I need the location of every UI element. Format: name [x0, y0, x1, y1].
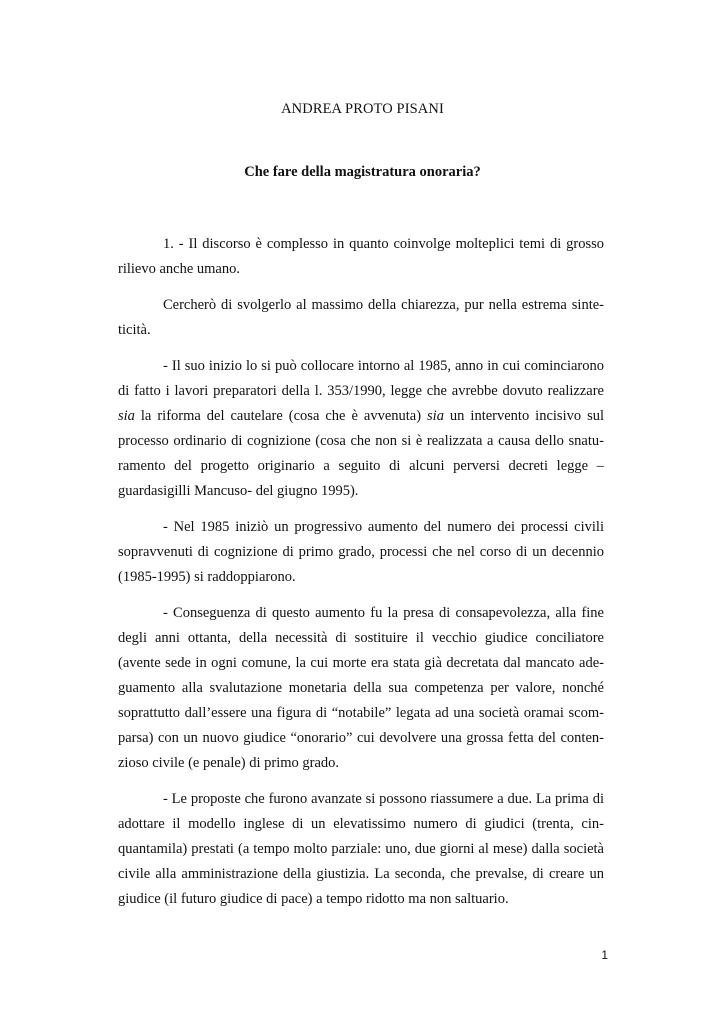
paragraph-3-italic-b: sia — [427, 408, 444, 424]
document-body — [118, 232, 604, 923]
author-name: ANDREA PROTO PISANI — [281, 101, 444, 117]
page-number: 1 — [601, 948, 608, 962]
paragraph-3-italic-a: sia — [118, 408, 135, 424]
paragraph-3-part-a: - Il suo inizio lo si può collocare intorno al 1985, anno in cui cominciarono di fatto i lavori preparatori della l. 353/1990, legge che avrebbe dovuto realizzare — [118, 358, 604, 399]
paragraph-6: - Le proposte che furono avanzate si possono riassumere a due. La prima di adottare il modello inglese di un elevatissimo numero di giudici (trenta, cinquantamila) prestati (a tempo molto parziale: uno, due giorni al mese) dalla società civile alla amministrazione della giustizia. La seconda, che prevalse, di creare un giudice (il futuro giudice di pace) a tempo ridotto ma non saltuario. — [118, 791, 604, 907]
paragraph-2: Cercherò di svolgerlo al massimo della chiarezza, pur nella estrema sinteticità. — [118, 297, 604, 338]
paragraph-3 — [118, 354, 604, 504]
paragraph-3-part-b: la riforma del cautelare (cosa che è avvenuta) — [134, 408, 428, 424]
paragraph-5: - Conseguenza di questo aumento fu la presa di consapevolezza, alla fine degli anni ottanta, della necessità di sostituire il vecchio giudice conciliatore (avente sede in ogni comune, la cui morte era stata già decretata dal mancato adeguamento alla svalutazione monetaria della sua competenza per valore, nonché soprattutto dall’essere una figura di “notabile” legata ad una società oramai scomparsa) con un nuovo giudice “onorario” cui devolvere una grossa fetta del contenzioso civile (e penale) di primo grado. — [118, 605, 604, 771]
paragraph-1: 1. - Il discorso è complesso in quanto coinvolge molteplici temi di grosso rilievo anche umano. — [118, 236, 604, 277]
paragraph-4: - Nel 1985 iniziò un progressivo aumento del numero dei processi civili sopravvenuti di cognizione di primo grado, processi che nel corso di un decennio (1985-1995) si raddoppiarono. — [118, 519, 604, 585]
document-title: Che fare della magistratura onoraria? — [244, 164, 481, 180]
paragraph-3-part-c: un intervento incisivo sul processo ordinario di cognizione (cosa che non si è realizzata a causa dello snaturamento del progetto originario a seguito di alcuni perversi decreti legge – guardasigilli Mancuso- del giugno 1995). — [118, 408, 604, 499]
